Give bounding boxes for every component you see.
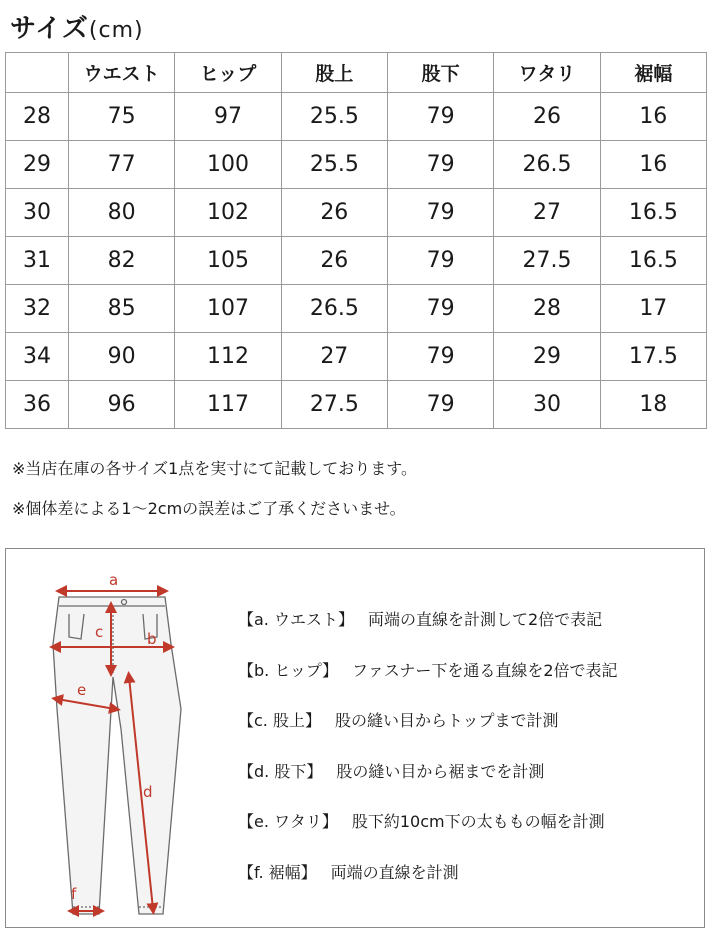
legend-key: 【d. 股下】: [238, 761, 323, 781]
legend-key: 【f. 裾幅】: [238, 862, 317, 882]
table-row: [6, 93, 707, 141]
table-cell: 79: [387, 381, 493, 429]
header-hem: 裾幅: [600, 53, 706, 93]
legend-desc: 両端の直線を計測: [330, 862, 459, 882]
jeans-outline: [53, 597, 181, 914]
table-cell: 79: [387, 285, 493, 333]
table-cell: 96: [69, 381, 175, 429]
table-cell: 17: [600, 285, 706, 333]
legend-item: [238, 710, 618, 761]
table-cell: 26.5: [494, 141, 600, 189]
table-cell: 30: [6, 189, 69, 237]
measurement-guide-box: [5, 548, 705, 928]
title-unit: (cm): [88, 18, 144, 43]
measurement-legend: [238, 609, 618, 912]
header-thigh: ワタリ: [494, 53, 600, 93]
table-cell: 26.5: [281, 285, 387, 333]
table-cell: 29: [6, 141, 69, 189]
table-cell: 16: [600, 93, 706, 141]
table-cell: 32: [6, 285, 69, 333]
label-d: d: [143, 783, 153, 801]
table-cell: 27.5: [494, 237, 600, 285]
table-cell: 97: [175, 93, 281, 141]
table-cell: 75: [69, 93, 175, 141]
legend-item: [238, 862, 618, 913]
table-cell: 25.5: [281, 93, 387, 141]
table-cell: 18: [600, 381, 706, 429]
legend-desc: 股の縫い目から裾までを計測: [336, 761, 545, 781]
table-cell: 36: [6, 381, 69, 429]
table-cell: 26: [494, 93, 600, 141]
note-measurement: ※当店在庫の各サイズ1点を実寸にて記載しております。: [12, 459, 418, 478]
table-cell: 80: [69, 189, 175, 237]
table-cell: 28: [6, 93, 69, 141]
label-c: c: [95, 623, 104, 641]
note-tolerance: ※個体差による1〜2cmの誤差はご了承くださいませ。: [12, 499, 406, 518]
table-cell: 105: [175, 237, 281, 285]
table-cell: 17.5: [600, 333, 706, 381]
table-cell: 79: [387, 333, 493, 381]
table-header-row: [6, 53, 707, 93]
legend-desc: 股の縫い目からトップまで計測: [334, 711, 559, 730]
label-f: f: [71, 885, 77, 903]
table-cell: 27.5: [281, 381, 387, 429]
table-cell: 79: [387, 93, 493, 141]
table-cell: 90: [69, 333, 175, 381]
header-hip: ヒップ: [175, 53, 281, 93]
table-cell: 26: [281, 237, 387, 285]
table-cell: 107: [175, 285, 281, 333]
header-inseam: 股下: [387, 53, 493, 93]
table-cell: 82: [69, 237, 175, 285]
table-cell: 16.5: [600, 237, 706, 285]
table-row: [6, 237, 707, 285]
label-b: b: [147, 630, 157, 648]
legend-item: [238, 609, 618, 660]
title-main: サイズ: [10, 14, 89, 44]
table-cell: 26: [281, 189, 387, 237]
table-cell: 27: [281, 333, 387, 381]
header-size: [6, 53, 69, 93]
legend-item: [238, 761, 618, 812]
table-cell: 34: [6, 333, 69, 381]
table-cell: 77: [69, 141, 175, 189]
table-row: [6, 333, 707, 381]
label-e: e: [77, 681, 87, 699]
table-row: [6, 381, 707, 429]
legend-desc: 両端の直線を計測して2倍で表記: [367, 610, 603, 629]
header-waist: ウエスト: [69, 53, 175, 93]
table-cell: 102: [175, 189, 281, 237]
legend-desc: ファスナー下を通る直線を2倍で表記: [352, 660, 618, 680]
table-cell: 117: [175, 381, 281, 429]
legend-key: 【c. 股上】: [238, 711, 321, 730]
legend-item: [238, 660, 618, 711]
legend-desc: 股下約10cm下の太ももの幅を計測: [351, 812, 605, 831]
legend-item: [238, 811, 618, 862]
table-cell: 28: [494, 285, 600, 333]
table-row: [6, 285, 707, 333]
header-rise: 股上: [281, 53, 387, 93]
table-cell: 112: [175, 333, 281, 381]
table-cell: 79: [387, 237, 493, 285]
size-table: [5, 52, 707, 429]
legend-key: 【a. ウエスト】: [238, 610, 354, 629]
jeans-diagram: [39, 559, 199, 924]
table-cell: 30: [494, 381, 600, 429]
legend-key: 【e. ワタリ】: [238, 812, 338, 831]
table-row: [6, 189, 707, 237]
page-title: [10, 8, 144, 45]
table-cell: 16: [600, 141, 706, 189]
table-cell: 16.5: [600, 189, 706, 237]
table-cell: 79: [387, 141, 493, 189]
table-cell: 85: [69, 285, 175, 333]
table-cell: 27: [494, 189, 600, 237]
table-cell: 25.5: [281, 141, 387, 189]
legend-key: 【b. ヒップ】: [238, 660, 339, 680]
table-cell: 100: [175, 141, 281, 189]
table-row: [6, 141, 707, 189]
table-cell: 79: [387, 189, 493, 237]
label-a: a: [109, 571, 119, 589]
table-cell: 31: [6, 237, 69, 285]
table-cell: 29: [494, 333, 600, 381]
